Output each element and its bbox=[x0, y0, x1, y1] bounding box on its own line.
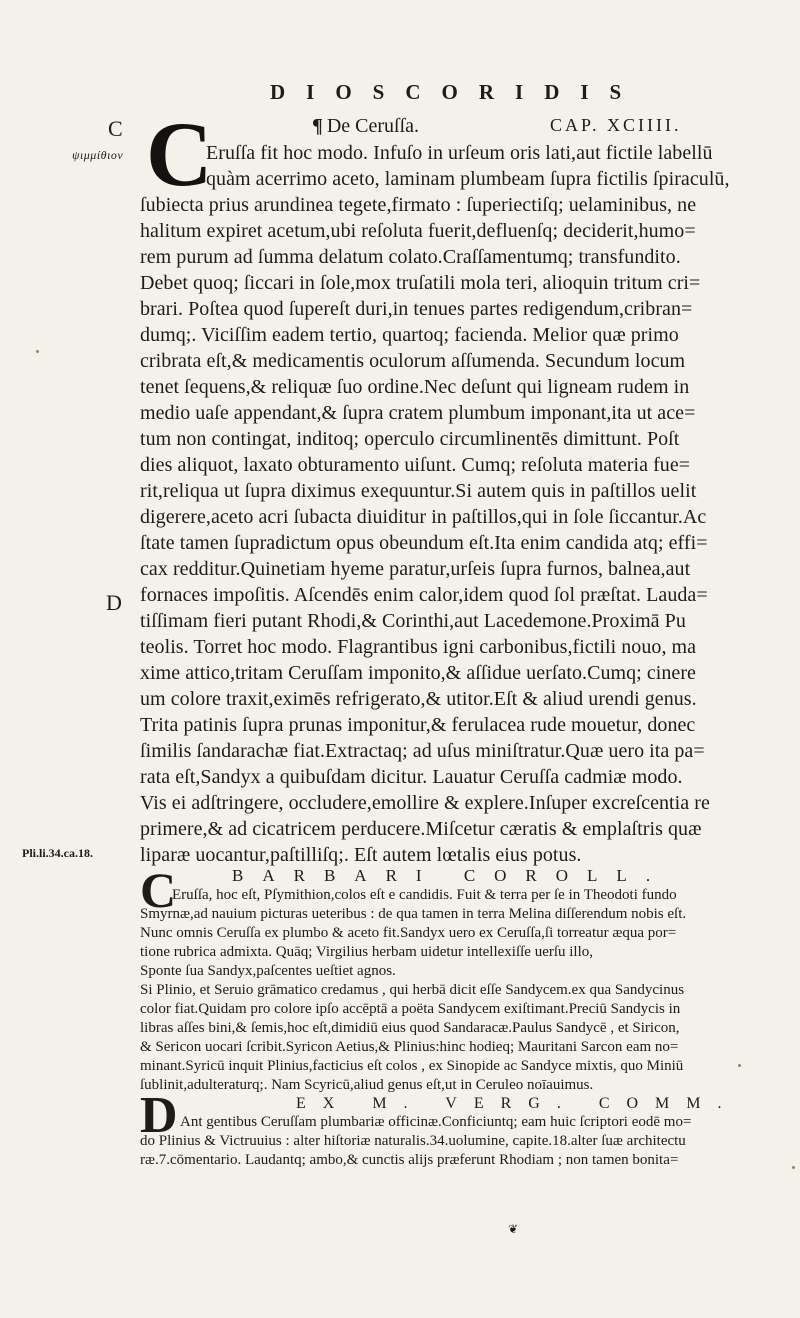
text-line: rata eſt,Sandyx a quibuſdam dicitur. Lauatur Ceruſſa cadmiæ modo. bbox=[140, 766, 683, 788]
text-line: um colore traxit,eximēs refrigerato,& utitor.Eſt & aliud urendi genus. bbox=[140, 688, 697, 710]
commentary-line: & Sericon uocari ſcribit.Syricon Aetius,& Plinius:hinc hodieq; Mauritani Sarcon eam no= bbox=[140, 1039, 679, 1055]
commentary-line: Smyrnæ,ad nauium picturas ueteribus : de qua tamen in terra Melina diſſerendum nobis eſt. bbox=[140, 906, 687, 922]
text-line: xime attico,tritam Ceruſſam imponito,& aſſidue uerſato.Cumq; cinere bbox=[140, 662, 696, 684]
commentary-line: Eruſſa, hoc eſt, Pſymithion,colos eſt e candidis. Fuit & terra per ſe in Theodoti fundo bbox=[172, 887, 677, 903]
commentary-heading: BARBARI COROLL. bbox=[232, 866, 670, 885]
text-line: teolis. Torret hoc modo. Flagrantibus igni carbonibus,fictili nouo, ma bbox=[140, 636, 697, 658]
chapter-heading bbox=[312, 115, 712, 138]
text-line: cax redditur.Quinetiam hyeme paratur,urſeis ſupra furnos, balnea,aut bbox=[140, 558, 691, 580]
pilcrow-mark: ¶ bbox=[312, 115, 323, 137]
text-line: fornaces impoſitis. Aſcendēs enim calor,idem quod ſol præſtat. Lauda= bbox=[140, 584, 708, 606]
commentary-line: ræ.7.cōmentario. Laudantq; ambo,& cunctis alijs præferunt Rhodiam ; non tamen bonita= bbox=[140, 1152, 679, 1168]
text-line: dumq;. Viciſſim eadem tertio, quartoq; facienda. Melior quæ primo bbox=[140, 324, 679, 346]
text-line: tum non contingat, inditoq; operculo circumlinentēs dimittunt. Poſt bbox=[140, 428, 680, 450]
text-line: rem purum ad ſumma delatum colato.Craſſamentumq; transfundito. bbox=[140, 246, 681, 268]
text-line: tiſſimam fieri putant Rhodi,& Corinthi,aut Lacedemone.Proximā Pu bbox=[140, 610, 686, 632]
paper-speck bbox=[738, 1064, 741, 1067]
commentary-line: do Plinius & Victruuius : alter hiſtoriæ naturalis.34.uolumine, capite.18.alter ſuæ architectu bbox=[140, 1133, 686, 1149]
commentary-line: Nunc omnis Ceruſſa ex plumbo & aceto fit.Sandyx uero ex Ceruſſa,ſi torreatur æqua por= bbox=[140, 925, 677, 941]
commentary-dropcap: C bbox=[140, 862, 177, 918]
text-line: cribrata eſt,& medicamentis oculorum aſſumenda. Secundum locum bbox=[140, 350, 686, 372]
text-line: Vis ei adſtringere, occludere,emollire & explere.Inſuper excreſcentia re bbox=[140, 792, 710, 814]
text-line: tenet ſequens,& reliquæ ſuo ordine.Nec deſunt qui ligneam rudem in bbox=[140, 376, 690, 398]
text-line: quàm acerrimo aceto, laminam plumbeam ſupra fictilis ſpiraculū, bbox=[206, 168, 730, 190]
text-line: ſimilis ſandarachæ fiat.Extractaq; ad uſus miniſtratur.Quæ uero ita pa= bbox=[140, 740, 705, 762]
text-line: medio uaſe appendant,& ſupra cratem plumbum imponant,ita ut ace= bbox=[140, 402, 696, 424]
text-line: ſtate tamen ſupradictum opus obeundum eſt.Ita enim candida atq; effi= bbox=[140, 532, 708, 554]
paper-speck bbox=[36, 350, 39, 353]
running-head: DIOSCORIDIS bbox=[270, 80, 643, 104]
chapter-dropcap: C bbox=[146, 103, 213, 205]
commentary-line: minant.Syricū inquit Plinius,facticius eſt colos , ex Sinopide ac Sandyce mixtis, quo Miniū bbox=[140, 1058, 684, 1074]
text-line: Debet quoq; ſiccari in ſole,mox truſatili mola teri, alioquin tritum cri= bbox=[140, 272, 701, 294]
commentary-line: Sponte ſua Sandyx,paſcentes ueſtiet agnos. bbox=[140, 963, 396, 979]
commentary-line: libras aſſes bini,& ſemis,hoc eſt,dimidiū eius quod Sandaracæ.Paulus Sandycē , et Siricon, bbox=[140, 1020, 680, 1036]
chapter-title: De Ceruſſa. bbox=[326, 115, 419, 137]
commentary-line: ſublinit,adulteraturq;. Nam Scyricū,aliud genus eſt,ut in Ceruleo noīauimus. bbox=[140, 1077, 594, 1093]
commentary-line: color fiat.Quidam pro colore ipſo accēptā a poëta Sandycem exiſtimant.Preciū Sandycis in bbox=[140, 1001, 681, 1017]
commentary-line: Ant gentibus Ceruſſam plumbariæ officinæ.Conficiuntq; eam huic ſcriptori eodē mo= bbox=[180, 1114, 692, 1130]
text-line: dies aliquot, laxato obturamento uiſunt. Cumq; reſoluta materia fue= bbox=[140, 454, 691, 476]
commentary-2-heading: EX M. VERG. COMM. bbox=[296, 1095, 739, 1112]
text-line: rit,reliqua ut ſupra diximus exequuntur.Si autem quis in paſtillos uelit bbox=[140, 480, 697, 502]
text-line: brari. Poſtea quod ſupereſt duri,in tenues partes redigendum,cribran= bbox=[140, 298, 693, 320]
text-line: primere,& ad cicatricem perducere.Miſcetur cæratis & emplaſtris quæ bbox=[140, 818, 702, 840]
text-line: ſubiecta prius arundinea tegete,firmato : ſuperiectiſq; uelaminibus, ne bbox=[140, 194, 697, 216]
margin-pliny-ref: Pli.li.34.ca.18. bbox=[22, 846, 93, 860]
margin-letter-d: D bbox=[106, 590, 122, 615]
commentary-2-dropcap: D bbox=[140, 1087, 178, 1144]
text-line: Trita patinis ſupra prunas imponitur,& ferulacea rude mouetur, donec bbox=[140, 714, 696, 736]
text-line: digerere,aceto acri ſubacta diuiditur in paſtillos,qui in ſole ſiccantur.Ac bbox=[140, 506, 707, 528]
text-line: liparæ uocantur,paſtilliſq;. Eſt autem lœtalis eius potus. bbox=[140, 844, 582, 866]
commentary-line: tione rubrica admixta. Quāq; Virgilius herbam uidetur intellexiſſe uerſu illo, bbox=[140, 944, 594, 960]
chapter-number: CAP. XCIIII. bbox=[550, 115, 682, 135]
margin-letter-c: C bbox=[108, 116, 123, 141]
paper-speck bbox=[792, 1166, 795, 1169]
text-line: Eruſſa fit hoc modo. Infuſo in urſeum oris lati,aut fictile labellū bbox=[206, 142, 713, 164]
commentary-line: Si Plinio, et Seruio grāmatico credamus , qui herbā dicit eſſe Sandycem.ex qua Sandycinus bbox=[140, 982, 685, 998]
margin-greek-word: ψιμμίθιον bbox=[72, 148, 124, 162]
text-line: halitum expiret acetum,ubi reſoluta fuerit,defluenſq; deciderit,humo= bbox=[140, 220, 696, 242]
fleuron-ornament: ❦ bbox=[508, 1222, 519, 1236]
